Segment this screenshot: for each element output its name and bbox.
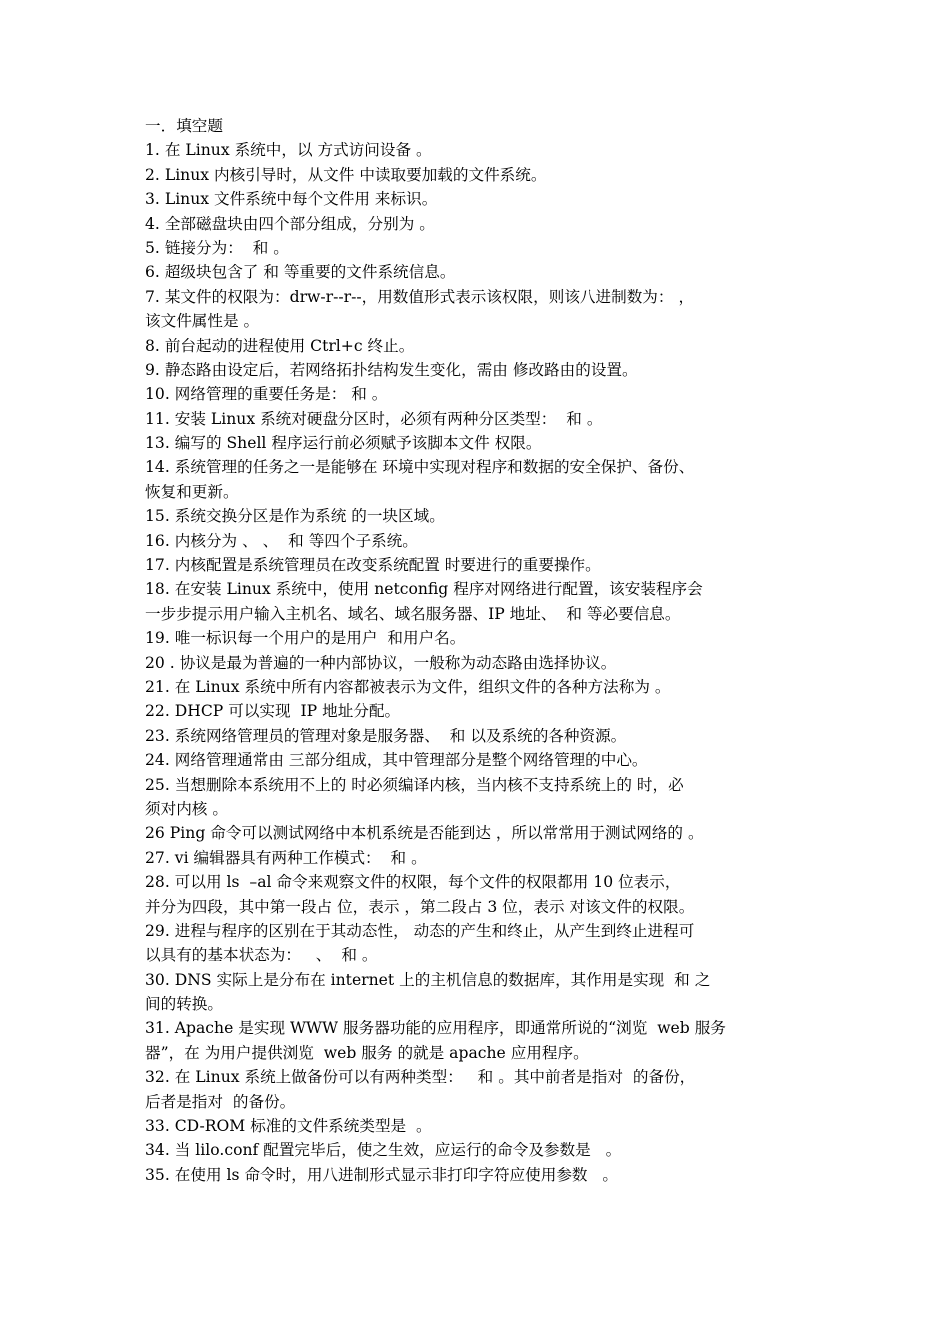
question-line: 27. vi 编辑器具有两种工作模式： 和 。 xyxy=(145,848,427,867)
question-line: 26 Ping 命令可以测试网络中本机系统是否能到达 ，所以常常用于测试网络的 。 xyxy=(145,824,704,843)
question-line: 须对内核 。 xyxy=(145,799,228,818)
question-line: 该文件属性是 。 xyxy=(145,312,260,331)
question-line: 30. DNS 实际上是分布在 internet 上的主机信息的数据库，其作用是实现 和 之 xyxy=(145,970,711,989)
question-line: 19. 唯一标识每一个用户的是用户 和用户名。 xyxy=(145,629,466,648)
question-line: 1. 在 Linux 系统中，以 方式访问设备 。 xyxy=(145,141,432,160)
question-line: 28. 可以用 ls –al 命令来观察文件的权限，每个文件的权限都用 10 位表示， xyxy=(145,873,681,892)
question-list xyxy=(145,138,815,1187)
question-line: 31. Apache 是实现 WWW 服务器功能的应用程序，即通常所说的“浏览 web 服务 xyxy=(145,1019,726,1038)
question-line: 16. 内核分为 、 、 和 等四个子系统。 xyxy=(145,531,418,550)
question-line: 18. 在安装 Linux 系统中，使用 netconfig 程序对网络进行配置，该安装程序会 xyxy=(145,580,703,599)
document-page xyxy=(145,114,815,1187)
question-line: 一步步提示用户输入主机名、域名、域名服务器、IP 地址、 和 等必要信息。 xyxy=(145,604,681,623)
question-line: 24. 网络管理通常由 三部分组成，其中管理部分是整个网络管理的中心。 xyxy=(145,751,648,770)
question-line: 5. 链接分为： 和 。 xyxy=(145,238,289,257)
question-line: 恢复和更新。 xyxy=(145,482,239,501)
question-line: 10. 网络管理的重要任务是： 和 。 xyxy=(145,385,388,404)
question-line: 6. 超级块包含了 和 等重要的文件系统信息。 xyxy=(145,263,456,282)
question-line: 22. DHCP 可以实现 IP 地址分配。 xyxy=(145,702,401,721)
question-line: 后者是指对 的备份。 xyxy=(145,1092,296,1111)
section-title: 一．填空题 xyxy=(145,117,223,135)
question-line: 器”，在 为用户提供浏览 web 服务 的就是 apache 应用程序。 xyxy=(145,1043,589,1062)
question-line: 7. 某文件的权限为：drw-r--r--，用数值形式表示该权限，则该八进制数为： ， xyxy=(145,287,695,306)
question-line: 8. 前台起动的进程使用 Ctrl+c 终止。 xyxy=(145,336,415,355)
question-line: 35. 在使用 ls 命令时，用八进制形式显示非打印字符应使用参数 。 xyxy=(145,1165,618,1184)
question-line: 34. 当 lilo.conf 配置完毕后，使之生效，应运行的命令及参数是 。 xyxy=(145,1141,622,1160)
question-line: 并分为四段，其中第一段占 位，表示 ，第二段占 3 位，表示 对该文件的权限。 xyxy=(145,897,695,916)
question-line: 23. 系统网络管理员的管理对象是服务器、 和 以及系统的各种资源。 xyxy=(145,726,627,745)
question-line: 17. 内核配置是系统管理员在改变系统配置 时要进行的重要操作。 xyxy=(145,556,601,575)
question-line: 25. 当想删除本系统用不上的 时必须编译内核，当内核不支持系统上的 时，必 xyxy=(145,775,684,794)
question-line: 32. 在 Linux 系统上做备份可以有两种类型： 和 。其中前者是指对 的备份， xyxy=(145,1068,696,1087)
question-line: 33. CD-ROM 标准的文件系统类型是 。 xyxy=(145,1117,432,1136)
question-line: 间的转换。 xyxy=(145,995,223,1014)
question-line: 14. 系统管理的任务之一是能够在 环境中实现对程序和数据的安全保护、备份、 xyxy=(145,458,695,477)
question-line: 21. 在 Linux 系统中所有内容都被表示为文件，组织文件的各种方法称为 。 xyxy=(145,677,671,696)
question-line: 15. 系统交换分区是作为系统 的一块区域。 xyxy=(145,507,445,526)
question-line: 2. Linux 内核引导时，从文件 中读取要加载的文件系统。 xyxy=(145,165,547,184)
question-line: 3. Linux 文件系统中每个文件用 来标识。 xyxy=(145,190,438,209)
question-line: 9. 静态路由设定后，若网络拓扑结构发生变化，需由 修改路由的设置。 xyxy=(145,360,638,379)
question-line: 29. 进程与程序的区别在于其动态性， 动态的产生和终止，从产生到终止进程可 xyxy=(145,921,695,940)
question-line: 以具有的基本状态为： 、 和 。 xyxy=(145,946,378,965)
question-line: 11. 安装 Linux 系统对硬盘分区时，必须有两种分区类型： 和 。 xyxy=(145,409,603,428)
question-line: 20 . 协议是最为普遍的一种内部协议，一般称为动态路由选择协议。 xyxy=(145,653,617,672)
question-line: 13. 编写的 Shell 程序运行前必须赋予该脚本文件 权限。 xyxy=(145,434,542,453)
question-line: 4. 全部磁盘块由四个部分组成，分别为 。 xyxy=(145,214,435,233)
